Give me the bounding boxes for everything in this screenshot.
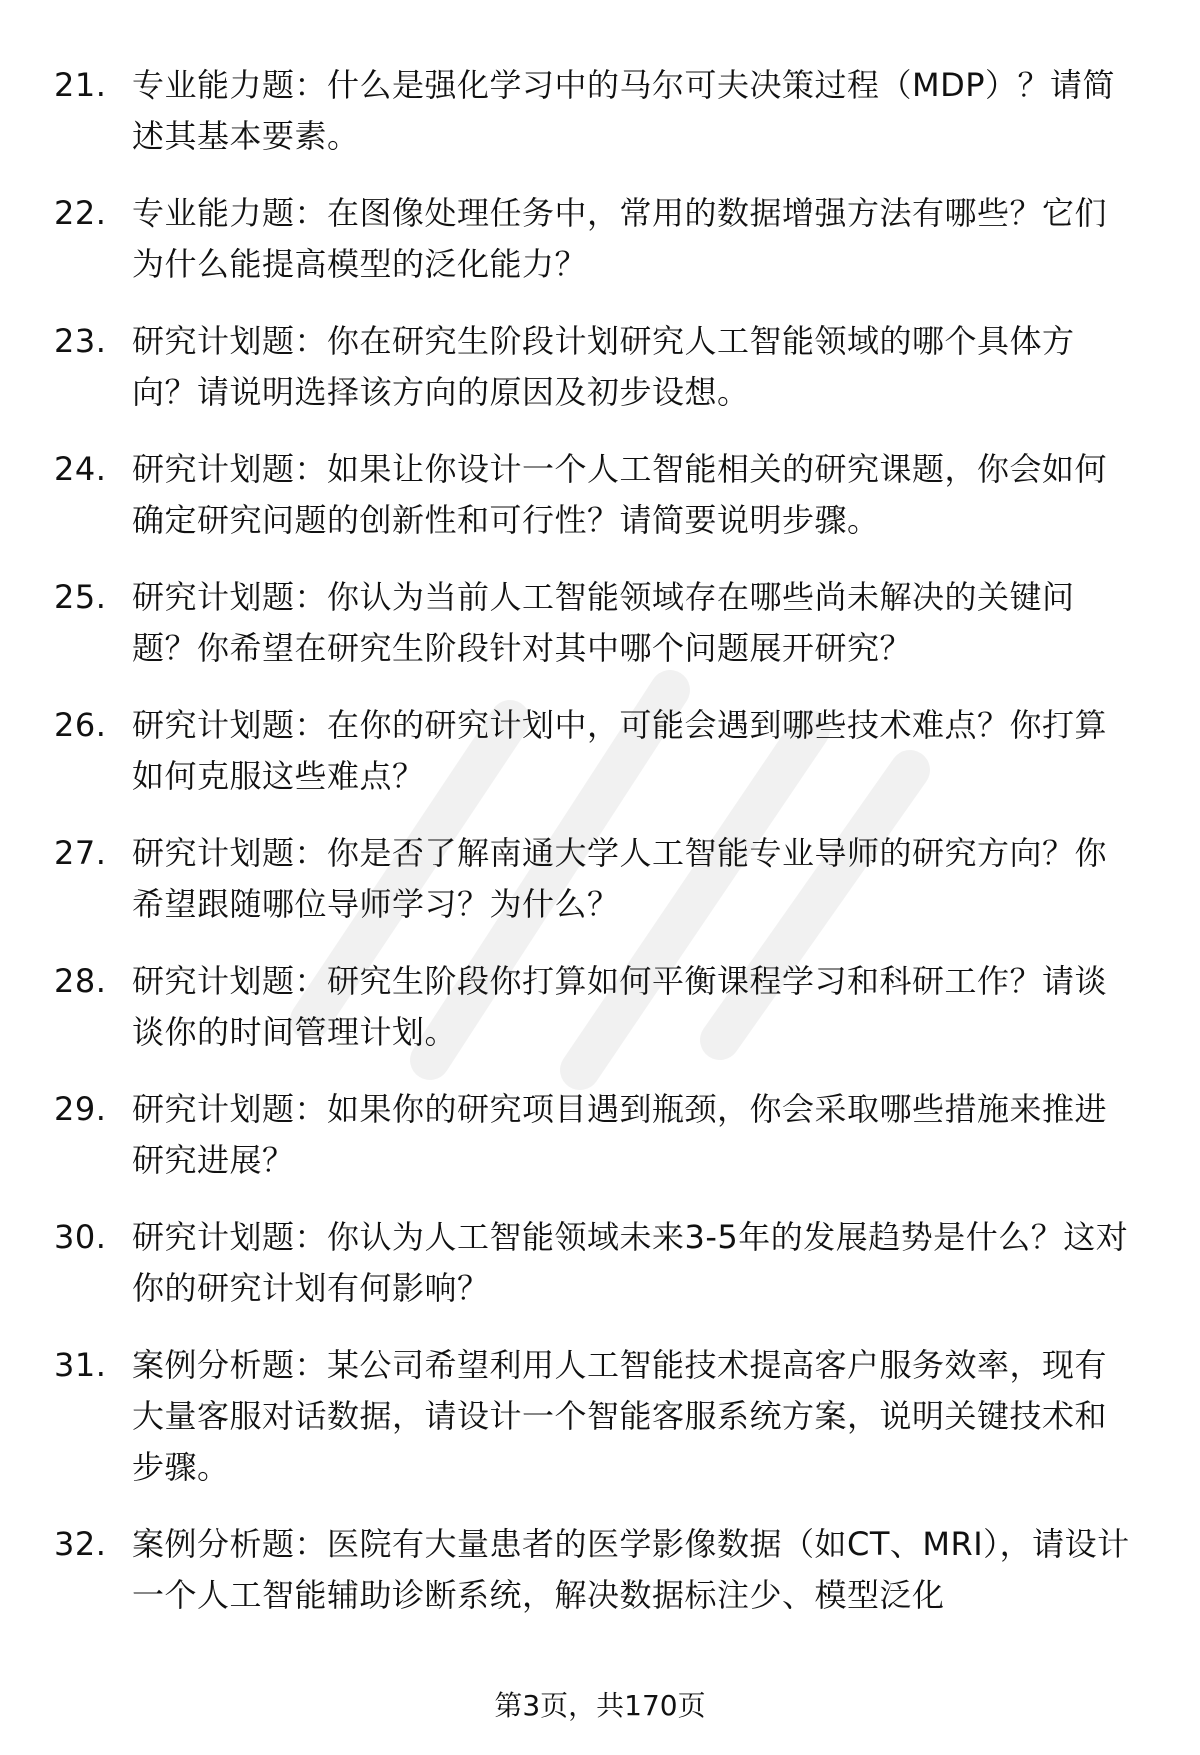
- question-number: 31.: [54, 1346, 107, 1384]
- question-number: 28.: [54, 962, 107, 1000]
- question-item: [0, 1519, 1200, 1621]
- question-item: [0, 1340, 1200, 1493]
- question-number: 26.: [54, 706, 107, 744]
- question-text: 案例分析题：某公司希望利用人工智能技术提高客户服务效率，现有大量客服对话数据，请设计一个智能客服系统方案，说明关键技术和步骤。: [132, 1346, 1108, 1486]
- question-text: 研究计划题：你认为当前人工智能领域存在哪些尚未解决的关键问题？你希望在研究生阶段针对其中哪个问题展开研究？: [132, 578, 1075, 667]
- question-number: 29.: [54, 1090, 107, 1128]
- question-text: 研究计划题：你认为人工智能领域未来3-5年的发展趋势是什么？这对你的研究计划有何影响？: [132, 1218, 1129, 1307]
- question-number: 22.: [54, 194, 107, 232]
- question-number: 27.: [54, 834, 107, 872]
- question-item: [0, 188, 1200, 290]
- question-text: 研究计划题：研究生阶段你打算如何平衡课程学习和科研工作？请谈谈你的时间管理计划。: [132, 962, 1108, 1051]
- page-footer: [0, 1686, 1200, 1726]
- question-item: [0, 316, 1200, 418]
- question-item: [0, 1084, 1200, 1186]
- page-number-label: 第3页，共170页: [494, 1689, 706, 1722]
- question-number: 21.: [54, 66, 107, 104]
- question-number: 23.: [54, 322, 107, 360]
- question-number: 30.: [54, 1218, 107, 1256]
- question-list: [0, 60, 1200, 1647]
- question-item: [0, 572, 1200, 674]
- question-item: [0, 1212, 1200, 1314]
- question-text: 研究计划题：你是否了解南通大学人工智能专业导师的研究方向？你希望跟随哪位导师学习？为什么？: [132, 834, 1108, 923]
- question-text: 研究计划题：如果你的研究项目遇到瓶颈，你会采取哪些措施来推进研究进展？: [132, 1090, 1108, 1179]
- question-number: 32.: [54, 1525, 107, 1563]
- question-item: [0, 444, 1200, 546]
- question-text: 专业能力题：在图像处理任务中，常用的数据增强方法有哪些？它们为什么能提高模型的泛化能力？: [132, 194, 1108, 283]
- question-item: [0, 700, 1200, 802]
- question-number: 24.: [54, 450, 107, 488]
- question-number: 25.: [54, 578, 107, 616]
- question-item: [0, 828, 1200, 930]
- question-text: 案例分析题：医院有大量患者的医学影像数据（如CT、MRI），请设计一个人工智能辅助诊断系统，解决数据标注少、模型泛化: [132, 1525, 1130, 1614]
- question-text: 专业能力题：什么是强化学习中的马尔可夫决策过程（MDP）？请简述其基本要素。: [132, 66, 1116, 155]
- question-text: 研究计划题：在你的研究计划中，可能会遇到哪些技术难点？你打算如何克服这些难点？: [132, 706, 1108, 795]
- question-text: 研究计划题：如果让你设计一个人工智能相关的研究课题，你会如何确定研究问题的创新性和可行性？请简要说明步骤。: [132, 450, 1108, 539]
- question-item: [0, 60, 1200, 162]
- question-text: 研究计划题：你在研究生阶段计划研究人工智能领域的哪个具体方向？请说明选择该方向的原因及初步设想。: [132, 322, 1075, 411]
- question-item: [0, 956, 1200, 1058]
